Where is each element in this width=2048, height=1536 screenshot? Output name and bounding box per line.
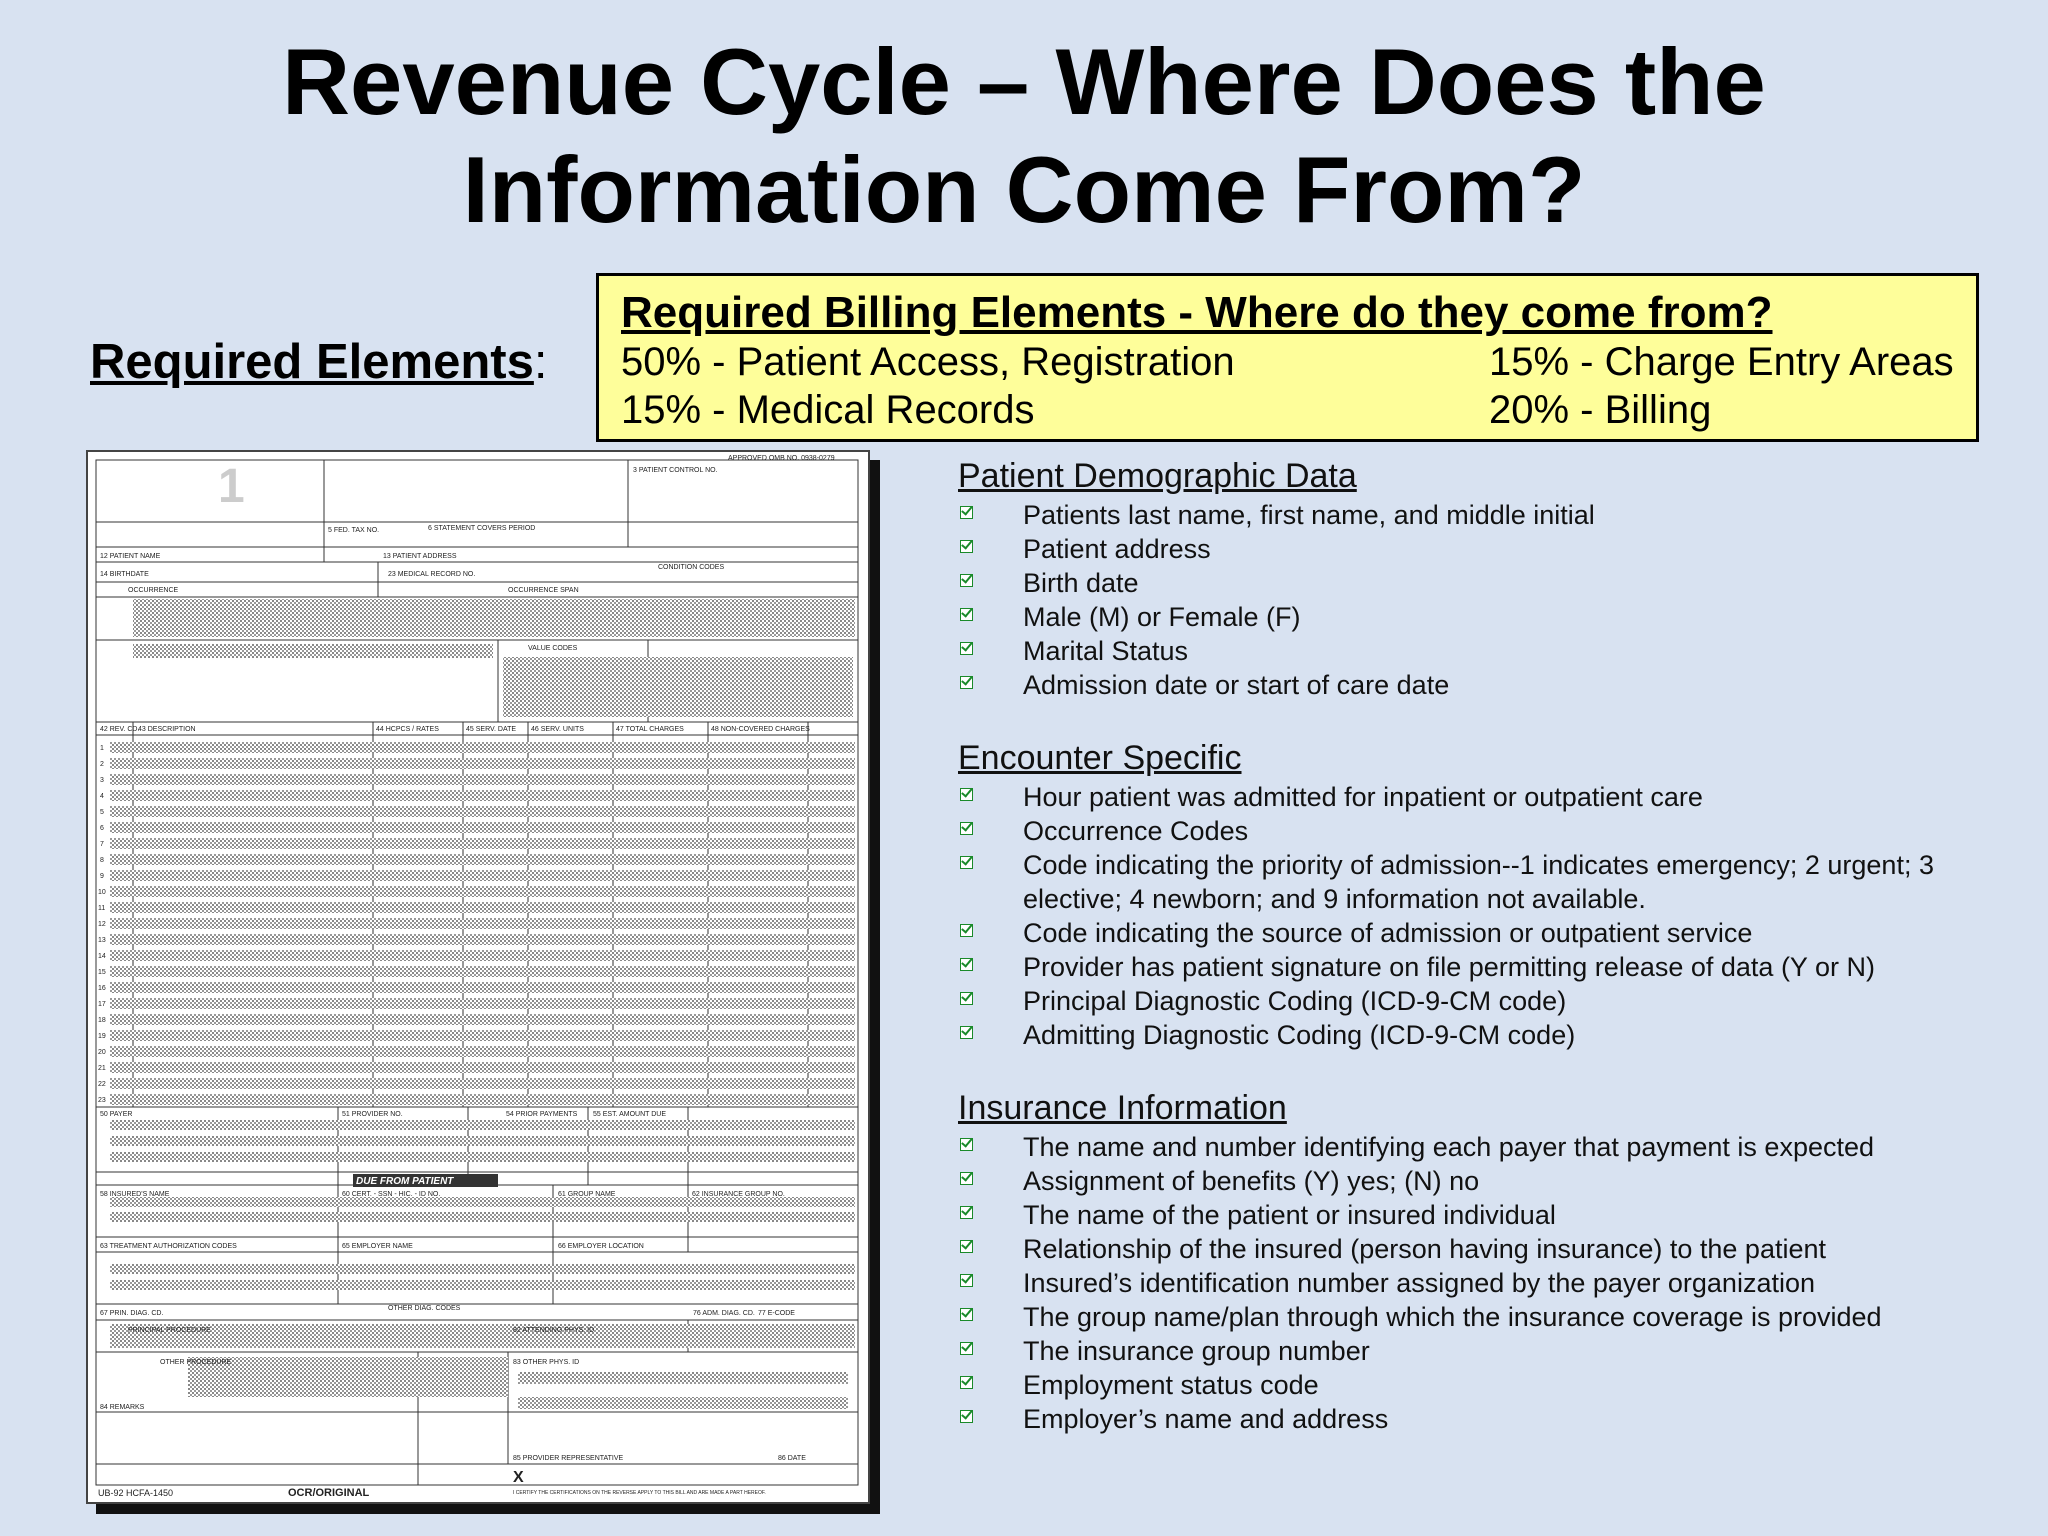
list-item [958, 1130, 2018, 1164]
list-item [958, 950, 2018, 984]
list-item [958, 566, 2018, 600]
checkbox-icon [960, 1026, 973, 1039]
list-item [958, 1232, 2018, 1266]
form-other-phys: 83 OTHER PHYS. ID [513, 1359, 580, 1366]
form-payer: 50 PAYER [100, 1111, 133, 1118]
list-item-text: Insured’s identification number assigned by the payer organization [1023, 1268, 1815, 1298]
form-provider-rep: 85 PROVIDER REPRESENTATIVE [513, 1455, 624, 1462]
slide-title [0, 28, 2048, 244]
checkbox-icon [960, 574, 973, 587]
billing-source-medical-records: 15% - Medical Records [621, 388, 1035, 432]
form-approved: APPROVED OMB NO. 0938-0279 [728, 455, 835, 462]
billing-elements-box [596, 273, 1979, 442]
form-patient-address: 13 PATIENT ADDRESS [383, 553, 457, 560]
checkbox-icon [960, 1308, 973, 1321]
svg-text:5: 5 [100, 809, 104, 816]
list-item-text: The group name/plan through which the insurance coverage is provided [1023, 1302, 1882, 1332]
list-item [958, 1018, 2018, 1052]
form-remarks: 84 REMARKS [100, 1404, 145, 1411]
checkbox-icon [960, 1274, 973, 1287]
form-insureds-name: 58 INSURED'S NAME [100, 1191, 170, 1198]
list-item-text: Patient address [1023, 534, 1211, 564]
form-statement-period: 6 STATEMENT COVERS PERIOD [428, 525, 536, 532]
form-fed-tax: 5 FED. TAX NO. [328, 527, 380, 534]
list-item [958, 1164, 2018, 1198]
form-patient-control: 3 PATIENT CONTROL NO. [633, 467, 718, 474]
checkbox-icon [960, 788, 973, 801]
form-cert-ssn: 60 CERT. - SSN - HIC. - ID NO. [342, 1191, 441, 1198]
svg-text:14: 14 [98, 953, 106, 960]
checkbox-icon [960, 958, 973, 971]
section-encounter-specific [958, 738, 2018, 1052]
billing-source-patient-access: 50% - Patient Access, Registration [621, 340, 1235, 384]
checkbox-icon [960, 676, 973, 689]
form-employer-location: 66 EMPLOYER LOCATION [558, 1243, 644, 1250]
form-est-amount: 55 EST. AMOUNT DUE [593, 1111, 667, 1118]
slide-title-line-1: Revenue Cycle – Where Does the [282, 29, 1766, 134]
svg-text:1: 1 [218, 460, 245, 513]
ub92-form-image [86, 450, 870, 1504]
form-serv-units: 46 SERV. UNITS [531, 726, 584, 733]
list-item-text: Marital Status [1023, 636, 1189, 666]
form-rev-cd: 42 REV. CD. [100, 726, 140, 733]
list-item-text: The insurance group number [1023, 1336, 1370, 1366]
form-serv-date: 45 SERV. DATE [466, 726, 517, 733]
list-item [958, 1300, 2018, 1334]
svg-text:11: 11 [98, 905, 106, 912]
slide-title-line-2: Information Come From? [462, 137, 1586, 242]
svg-text:15: 15 [98, 969, 106, 976]
required-elements-colon: : [533, 335, 548, 389]
form-treatment-auth: 63 TREATMENT AUTHORIZATION CODES [100, 1243, 237, 1250]
checkbox-icon [960, 506, 973, 519]
svg-text:18: 18 [98, 1017, 106, 1024]
list-item [958, 532, 2018, 566]
form-occurrence: OCCURRENCE [128, 587, 179, 594]
list-item [958, 1368, 2018, 1402]
form-birthdate: 14 BIRTHDATE [100, 571, 149, 578]
svg-text:2: 2 [100, 761, 104, 768]
list-item-text: Employment status code [1023, 1370, 1319, 1400]
billing-row [621, 338, 1954, 386]
svg-text:10: 10 [98, 889, 106, 896]
form-principal-procedure: PRINCIPAL PROCEDURE [128, 1327, 211, 1334]
list-item [958, 814, 2018, 848]
list-item [958, 916, 2018, 950]
list-item-text: Male (M) or Female (F) [1023, 602, 1301, 632]
list-item-text: Employer’s name and address [1023, 1404, 1389, 1434]
list-item [958, 1266, 2018, 1300]
list-item [958, 498, 2018, 532]
form-condition-codes: CONDITION CODES [658, 564, 725, 571]
form-due-from-patient: DUE FROM PATIENT [356, 1176, 454, 1187]
list-item-text: Assignment of benefits (Y) yes; (N) no [1023, 1166, 1480, 1196]
required-elements-text: Required Elements [90, 335, 534, 389]
form-total-charges: 47 TOTAL CHARGES [616, 726, 684, 733]
svg-text:20: 20 [98, 1049, 106, 1056]
form-employer-name: 65 EMPLOYER NAME [342, 1243, 413, 1250]
svg-text:6: 6 [100, 825, 104, 832]
form-ocr: OCR/ORIGINAL [288, 1487, 370, 1499]
form-prin-diag: 67 PRIN. DIAG. CD. [100, 1310, 164, 1317]
list-item-text: Admitting Diagnostic Coding (ICD-9-CM code) [1023, 1020, 1576, 1050]
checkbox-icon [960, 924, 973, 937]
form-occurrence-span: OCCURRENCE SPAN [508, 587, 579, 594]
checkbox-icon [960, 540, 973, 553]
form-id: UB-92 HCFA-1450 [98, 1488, 174, 1498]
svg-text:21: 21 [98, 1065, 106, 1072]
svg-text:12: 12 [98, 921, 106, 928]
list-item-text: The name and number identifying each payer that payment is expected [1023, 1132, 1875, 1162]
list-item-text: The name of the patient or insured individual [1023, 1200, 1556, 1230]
form-hcpcs: 44 HCPCS / RATES [376, 726, 439, 733]
checkbox-icon [960, 1342, 973, 1355]
checkbox-icon [960, 992, 973, 1005]
list-item-text: Principal Diagnostic Coding (ICD-9-CM code) [1023, 986, 1567, 1016]
required-elements-label [90, 334, 547, 390]
list-item [958, 1334, 2018, 1368]
form-group-name: 61 GROUP NAME [558, 1191, 616, 1198]
svg-text:9: 9 [100, 873, 104, 880]
list-item-text: Hour patient was admitted for inpatient or outpatient care [1023, 782, 1703, 812]
form-attending-phys: 82 ATTENDING PHYS. ID [513, 1327, 595, 1334]
form-value-codes: VALUE CODES [528, 645, 578, 652]
form-other-diag: OTHER DIAG. CODES [388, 1305, 461, 1312]
checkbox-icon [960, 856, 973, 869]
list-item-text: Patients last name, first name, and middle initial [1023, 500, 1595, 530]
form-prior-payments: 54 PRIOR PAYMENTS [506, 1111, 578, 1118]
form-description: 43 DESCRIPTION [138, 726, 196, 733]
list-item-text: Admission date or start of care date [1023, 670, 1450, 700]
billing-source-billing: 20% - Billing [1489, 388, 1712, 432]
section-heading: Encounter Specific [958, 739, 1242, 777]
list-item-text: Occurrence Codes [1023, 816, 1249, 846]
list-item-text: Relationship of the insured (person having insurance) to the patient [1023, 1234, 1826, 1264]
svg-text:7: 7 [100, 841, 104, 848]
form-ecode: 77 E-CODE [758, 1310, 795, 1317]
form-provider-no: 51 PROVIDER NO. [342, 1111, 403, 1118]
list-item [958, 984, 2018, 1018]
checkbox-icon [960, 1410, 973, 1423]
form-insurance-group: 62 INSURANCE GROUP NO. [692, 1191, 785, 1198]
svg-text:17: 17 [98, 1001, 106, 1008]
billing-source-charge-entry: 15% - Charge Entry Areas [1489, 340, 1954, 384]
billing-row [621, 386, 1954, 434]
section-heading: Patient Demographic Data [958, 457, 1357, 495]
list-item [958, 668, 2018, 702]
section-heading: Insurance Information [958, 1089, 1287, 1127]
checkbox-icon [960, 1240, 973, 1253]
required-elements-list [958, 456, 2018, 1472]
section-insurance-information [958, 1088, 2018, 1436]
list-item-text: Birth date [1023, 568, 1139, 598]
form-date: 86 DATE [778, 1455, 806, 1462]
checkbox-icon [960, 608, 973, 621]
form-patient-name: 12 PATIENT NAME [100, 553, 161, 560]
checkbox-icon [960, 1138, 973, 1151]
svg-text:8: 8 [100, 857, 104, 864]
billing-elements-title: Required Billing Elements - Where do they come from? [621, 288, 1773, 337]
list-item [958, 634, 2018, 668]
svg-text:1: 1 [100, 745, 104, 752]
form-medical-record: 23 MEDICAL RECORD NO. [388, 571, 476, 578]
svg-text:19: 19 [98, 1033, 106, 1040]
svg-text:23: 23 [98, 1097, 106, 1104]
checkbox-icon [960, 1376, 973, 1389]
list-item [958, 1402, 2018, 1436]
checkbox-icon [960, 822, 973, 835]
checkbox-icon [960, 642, 973, 655]
svg-text:3: 3 [100, 777, 104, 784]
svg-text:22: 22 [98, 1081, 106, 1088]
list-item-text: Code indicating the priority of admission--1 indicates emergency; 2 urgent; 3 elective; 4 newborn; and 9 information not available. [1023, 850, 1934, 914]
form-adm-diag: 76 ADM. DIAG. CD. [693, 1310, 755, 1317]
list-item-text: Provider has patient signature on file permitting release of data (Y or N) [1023, 952, 1875, 982]
list-item-text: Code indicating the source of admission or outpatient service [1023, 918, 1753, 948]
svg-text:13: 13 [98, 937, 106, 944]
svg-text:16: 16 [98, 985, 106, 992]
form-certify: I CERTIFY THE CERTIFICATIONS ON THE REVERSE APPLY TO THIS BILL AND ARE MADE A PART HEREOF. [513, 1490, 766, 1496]
svg-text:X: X [513, 1469, 524, 1486]
list-item [958, 780, 2018, 814]
form-non-covered: 48 NON-COVERED CHARGES [711, 726, 810, 733]
section-patient-demographic [958, 456, 2018, 702]
list-item [958, 1198, 2018, 1232]
checkbox-icon [960, 1172, 973, 1185]
ub92-form-drawing [88, 452, 868, 1502]
ub92-form [86, 450, 870, 1504]
list-item [958, 600, 2018, 634]
form-other-procedure: OTHER PROCEDURE [160, 1359, 232, 1366]
checkbox-icon [960, 1206, 973, 1219]
svg-text:4: 4 [100, 793, 104, 800]
list-item [958, 848, 2018, 916]
